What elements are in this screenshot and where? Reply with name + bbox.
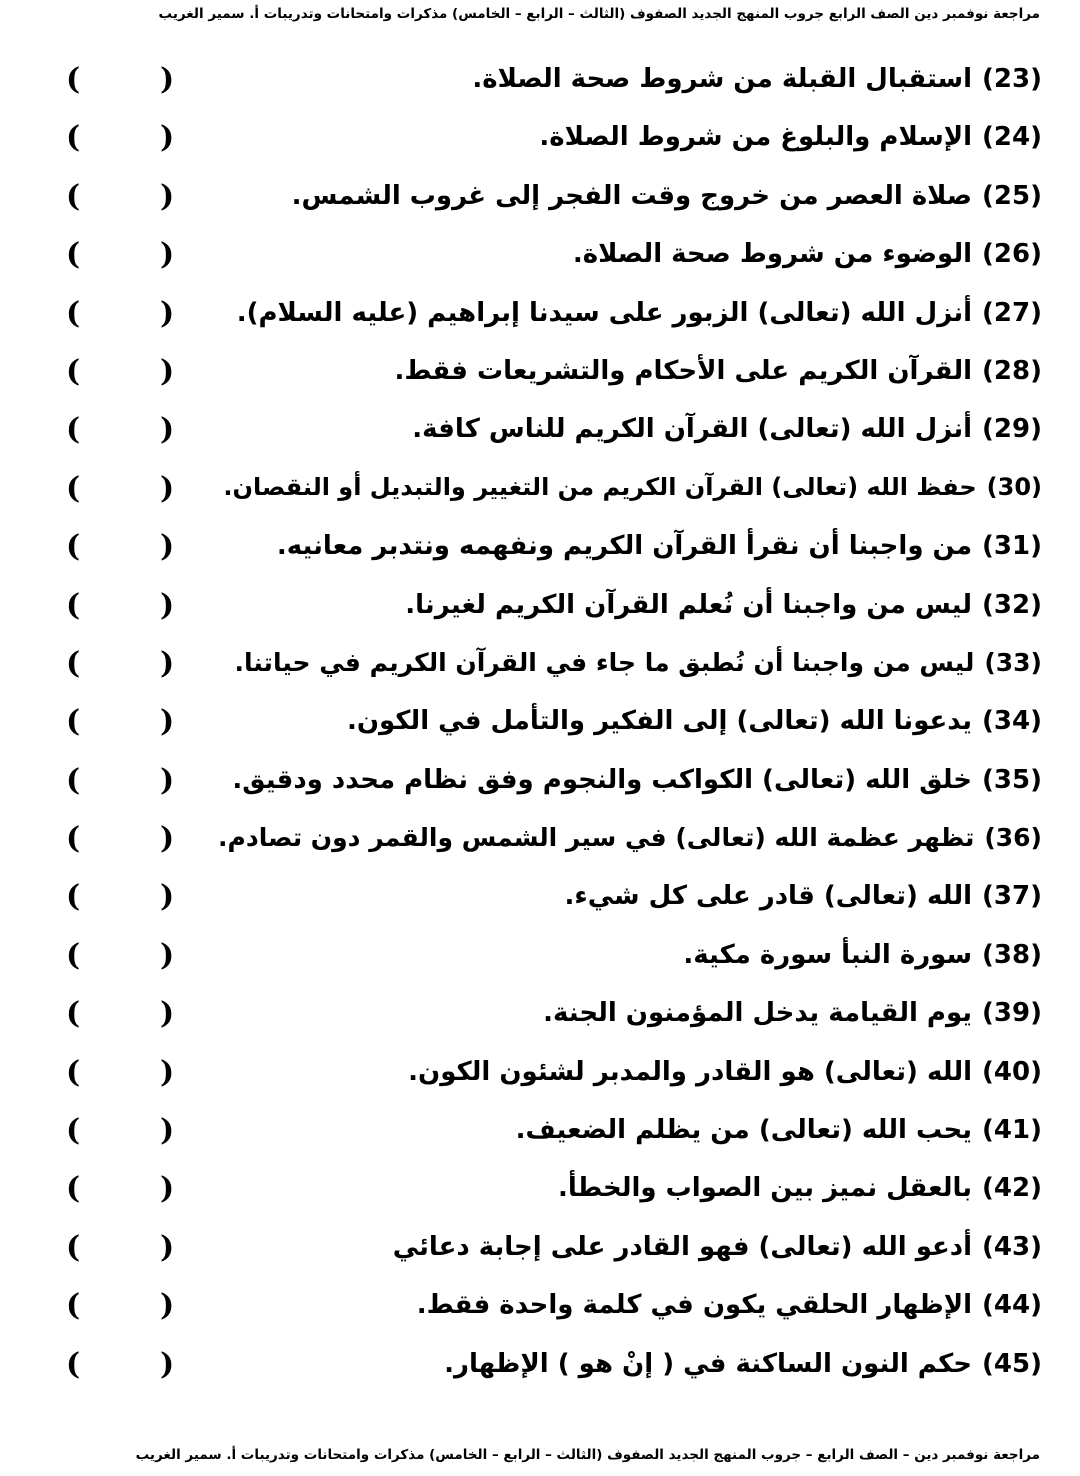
question-number: (34) <box>982 706 1042 737</box>
answer-paren-close: ) <box>66 645 81 681</box>
question-row <box>0 412 1080 470</box>
question-statement <box>565 881 1042 911</box>
question-number: (31) <box>982 531 1042 562</box>
question-number: (23) <box>982 64 1042 94</box>
answer-paren-open: ( <box>160 62 175 97</box>
answer-paren-close: ) <box>66 821 81 857</box>
page-footer: مراجعة نوفمبر دين – الصف الرابع – جروب المنهج الجديد الصفوف (الثالث – الرابع – الخامس) مذكرات وامتحانات وتدريبات أ. سمير الغريب <box>135 1447 1040 1463</box>
answer-paren-open: ( <box>160 821 175 857</box>
question-statement <box>472 64 1042 94</box>
question-number: (44) <box>982 1290 1042 1321</box>
question-row <box>0 296 1080 354</box>
answer-paren-close: ) <box>66 1346 81 1382</box>
page-header: مراجعة نوفمبر دين الصف الرابع جروب المنهج الجديد الصفوف (الثالث – الرابع – الخامس) مذكرات وامتحانات وتدريبات أ. سمير الغريب <box>158 6 1040 22</box>
question-statement <box>277 531 1042 561</box>
question-row <box>0 704 1080 762</box>
question-text: الإسلام والبلوغ من شروط الصلاة. <box>539 122 973 153</box>
answer-paren-open: ( <box>160 1346 175 1382</box>
question-row <box>0 1171 1080 1229</box>
question-number: (45) <box>982 1348 1042 1379</box>
question-text: الإظهار الحلقي يكون في كلمة واحدة فقط. <box>416 1290 973 1321</box>
answer-paren-close: ) <box>66 587 81 623</box>
question-row <box>0 120 1080 178</box>
question-row <box>0 996 1080 1054</box>
question-row <box>0 1288 1080 1346</box>
answer-paren-close: ) <box>66 1288 81 1324</box>
answer-paren-close: ) <box>66 1113 81 1149</box>
question-statement <box>412 414 1042 444</box>
answer-paren-close: ) <box>66 178 81 214</box>
question-text: أدعو الله (تعالى) فهو القادر على إجابة دعائي <box>392 1231 973 1262</box>
question-number: (30) <box>986 472 1042 501</box>
question-number: (41) <box>982 1115 1042 1146</box>
question-text: خلق الله (تعالى) الكواكب والنجوم وفق نظام محدد ودقيق. <box>232 764 973 795</box>
question-text: بالعقل نميز بين الصواب والخطأ. <box>558 1173 973 1204</box>
question-statement <box>347 706 1042 736</box>
question-statement <box>558 1173 1042 1203</box>
question-text: سورة النبأ سورة مكية. <box>683 939 973 970</box>
question-number: (29) <box>982 414 1042 445</box>
question-text: الله (تعالى) هو القادر والمدبر لشئون الكون. <box>408 1056 973 1087</box>
question-number: (27) <box>982 297 1042 328</box>
question-number: (33) <box>984 647 1042 677</box>
answer-paren-open: ( <box>160 1113 175 1149</box>
answer-paren-open: ( <box>160 353 175 389</box>
question-statement <box>543 998 1042 1028</box>
answer-paren-close: ) <box>66 1229 81 1265</box>
question-statement <box>573 239 1042 269</box>
question-text: أنزل الله (تعالى) الزبور على سيدنا إبراهيم (عليه السلام). <box>236 297 973 328</box>
question-row <box>0 588 1080 646</box>
question-statement <box>237 298 1042 328</box>
question-statement <box>232 765 1042 795</box>
answer-paren-close: ) <box>66 529 81 565</box>
question-number: (35) <box>982 764 1042 795</box>
answer-paren-open: ( <box>160 762 175 798</box>
answer-paren-close: ) <box>66 353 81 389</box>
question-number: (26) <box>982 239 1042 270</box>
answer-paren-open: ( <box>160 587 175 623</box>
answer-paren-close: ) <box>66 704 81 740</box>
answer-paren-open: ( <box>160 412 175 448</box>
question-number: (37) <box>982 881 1042 912</box>
answer-paren-close: ) <box>66 295 81 331</box>
question-text: من واجبنا أن نقرأ القرآن الكريم ونفهمه ونتدبر معانيه. <box>276 531 973 562</box>
question-statement <box>417 1290 1042 1320</box>
question-statement <box>292 181 1042 211</box>
question-statement <box>444 1349 1042 1379</box>
answer-paren-close: ) <box>66 237 81 273</box>
question-row <box>0 938 1080 996</box>
question-row <box>0 1113 1080 1171</box>
question-text: ليس من واجبنا أن نُعلم القرآن الكريم لغيرنا. <box>405 589 973 620</box>
question-number: (28) <box>982 355 1042 386</box>
answer-paren-close: ) <box>66 62 81 97</box>
question-text: الوضوء من شروط صحة الصلاة. <box>572 239 973 270</box>
question-row <box>0 179 1080 237</box>
question-row <box>0 1055 1080 1113</box>
question-row <box>0 354 1080 412</box>
question-statement <box>539 122 1042 152</box>
answer-paren-open: ( <box>160 1229 175 1265</box>
question-text: تظهر عظمة الله (تعالى) في سير الشمس والقمر دون تصادم. <box>218 823 975 853</box>
question-row <box>0 763 1080 821</box>
question-number: (39) <box>982 998 1042 1029</box>
question-text: حكم النون الساكنة في ( إنْ هو ) الإظهار. <box>444 1348 973 1379</box>
answer-paren-open: ( <box>160 879 175 915</box>
question-text: ليس من واجبنا أن نُطبق ما جاء في القرآن الكريم في حياتنا. <box>234 647 975 677</box>
question-text: الله (تعالى) قادر على كل شيء. <box>564 881 973 912</box>
question-statement <box>218 823 1042 852</box>
question-text: صلاة العصر من خروج وقت الفجر إلى غروب الشمس. <box>291 180 973 211</box>
question-text: القرآن الكريم على الأحكام والتشريعات فقط. <box>394 355 973 386</box>
answer-paren-close: ) <box>66 120 81 156</box>
answer-paren-close: ) <box>66 1171 81 1207</box>
answer-paren-open: ( <box>160 937 175 973</box>
question-statement <box>405 590 1042 620</box>
question-number: (38) <box>982 939 1042 970</box>
question-number: (25) <box>982 180 1042 211</box>
question-row <box>0 1230 1080 1288</box>
question-row <box>0 62 1080 120</box>
question-number: (42) <box>982 1173 1042 1204</box>
question-statement <box>393 1232 1042 1262</box>
question-statement <box>234 648 1042 677</box>
answer-paren-open: ( <box>160 178 175 214</box>
answer-paren-close: ) <box>66 879 81 915</box>
answer-paren-open: ( <box>160 645 175 681</box>
answer-paren-open: ( <box>160 470 175 506</box>
question-row <box>0 821 1080 879</box>
question-number: (32) <box>982 589 1042 620</box>
answer-paren-open: ( <box>160 704 175 740</box>
answer-paren-close: ) <box>66 937 81 973</box>
question-text: يوم القيامة يدخل المؤمنون الجنة. <box>543 998 973 1029</box>
question-list <box>0 62 1080 1405</box>
question-row <box>0 529 1080 587</box>
answer-paren-close: ) <box>66 412 81 448</box>
question-statement <box>516 1115 1042 1145</box>
answer-paren-open: ( <box>160 996 175 1032</box>
question-row <box>0 646 1080 704</box>
question-row <box>0 471 1080 529</box>
answer-paren-open: ( <box>160 529 175 565</box>
question-text: استقبال القبلة من شروط صحة الصلاة. <box>472 64 973 94</box>
answer-paren-open: ( <box>160 1054 175 1090</box>
answer-paren-close: ) <box>66 1054 81 1090</box>
question-text: يدعونا الله (تعالى) إلى الفكير والتأمل في الكون. <box>346 706 973 737</box>
question-text: أنزل الله (تعالى) القرآن الكريم للناس كافة. <box>412 414 973 445</box>
answer-paren-open: ( <box>160 1171 175 1207</box>
answer-paren-close: ) <box>66 470 81 506</box>
answer-paren-close: ) <box>66 762 81 798</box>
question-row <box>0 879 1080 937</box>
question-number: (36) <box>984 823 1042 853</box>
answer-paren-close: ) <box>66 996 81 1032</box>
question-statement <box>683 940 1042 970</box>
question-row <box>0 237 1080 295</box>
answer-paren-open: ( <box>160 1288 175 1324</box>
question-statement <box>408 1057 1042 1087</box>
question-statement <box>223 473 1042 501</box>
question-text: يحب الله (تعالى) من يظلم الضعيف. <box>515 1115 973 1146</box>
question-number: (24) <box>982 122 1042 153</box>
question-number: (43) <box>982 1231 1042 1262</box>
answer-paren-open: ( <box>160 237 175 273</box>
answer-paren-open: ( <box>160 120 175 156</box>
answer-paren-open: ( <box>160 295 175 331</box>
question-statement <box>395 356 1043 386</box>
question-row <box>0 1347 1080 1405</box>
question-text: حفظ الله (تعالى) القرآن الكريم من التغيير والتبديل أو النقصان. <box>223 472 977 501</box>
question-number: (40) <box>982 1056 1042 1087</box>
